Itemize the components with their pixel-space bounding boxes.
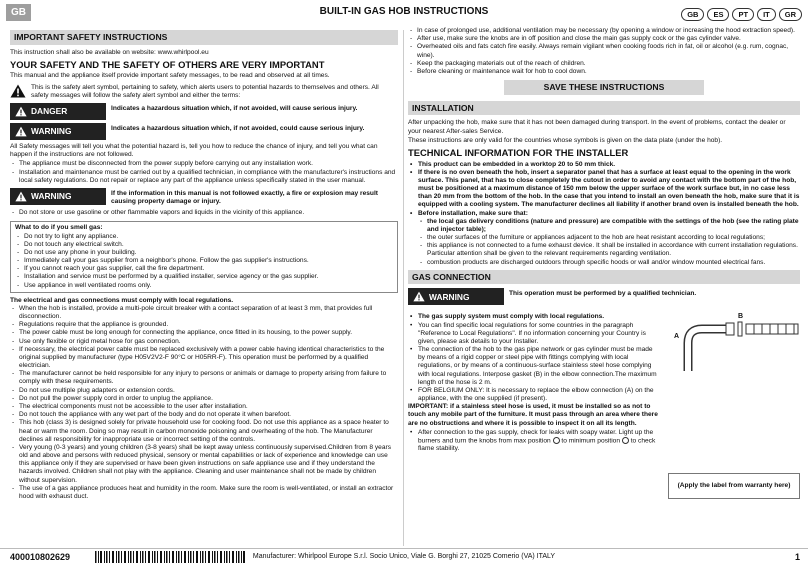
gas-connection-body: [408, 313, 800, 490]
usage-list: [408, 27, 800, 76]
list-item: - After use, make sure the knobs are in off position and close the main gas supply cock or the gas cylinder valve.: [408, 35, 800, 43]
flame-max-icon: [553, 437, 560, 444]
warning2-row: [10, 188, 398, 206]
list-item: - Immediately call your gas supplier from a neighbor's phone. Follow the gas supplier's instructions.: [15, 257, 393, 265]
warning-triangle-icon: [15, 126, 27, 137]
language-pill: GB: [681, 8, 704, 21]
preliminary-list: [10, 160, 398, 185]
list-item: [408, 429, 660, 454]
warning-triangle-icon: [10, 84, 26, 98]
list-item: - This hob (class 3) is designed solely for private household use for cooking food. Do not use this appliance as a space heater to heat or warm the room. Doing so may result in carbon monoxide poisoning and overheating of the hob. The Manufacturer declines all responsibility for inappropriate use or incorrect setting of the controls.: [10, 419, 398, 444]
list-item: - Do not use multiple plug adapters or extension cords.: [10, 387, 398, 395]
language-pill: GR: [779, 8, 802, 21]
gas-connection-figure: [666, 313, 800, 490]
language-pill: PT: [732, 8, 754, 21]
list-item: - Before cleaning or maintenance wait for hob to cool down.: [408, 68, 800, 76]
symbol-text: This is the safety alert symbol, pertaining to safety, which alerts users to potential hazards to themselves and others. All safety messages will follow the safety alert symbol and either the terms:: [31, 83, 379, 99]
list-item: - The electrical components must not be accessible to the user after installation.: [10, 403, 398, 411]
list-item: - the outer surfaces of the furniture or appliances adjacent to the hob are heat resistant according to local regulations;: [418, 234, 800, 242]
all-messages-text: All Safety messages will tell you what the potential hazard is, tell you how to reduce the chance of injury, and tell you what can happen if the instructions are not followed.: [10, 143, 378, 159]
list-item: - The power cable must be long enough for connecting the appliance, once fitted in its housing, to the power supply.: [10, 329, 398, 337]
list-item: - Use appliance in well ventilated rooms only.: [15, 282, 393, 290]
warning-label: [10, 188, 106, 205]
safety-heading: YOUR SAFETY AND THE SAFETY OF OTHERS ARE VERY IMPORTANT: [10, 58, 325, 70]
warning-label-text: WARNING: [31, 191, 72, 202]
section-title-gas-connection: GAS CONNECTION: [408, 270, 800, 285]
figure-label-a: A: [674, 333, 680, 341]
list-item: - combustion products are discharged outdoors through specific hoods or wall and/or window mounted electrical fans.: [418, 259, 800, 267]
list-item: - If necessary, the electrical power cable must be replaced exclusively with a power cable having identical characteristics to the original supplied by manufacturer (type H05V2V2-F 90°C or H05RR-F). This operation must be performed by a qualified electrician.: [10, 346, 398, 371]
product-code: 400010802629: [10, 552, 71, 562]
list-item: - If you cannot reach your gas supplier, call the fire department.: [15, 265, 393, 273]
warranty-label-area: (Apply the label from warranty here): [668, 473, 800, 499]
gas-list: [408, 313, 660, 403]
list-item: - The use of a gas appliance produces heat and humidity in the room. Make sure the room is well-ventilated, or install an extractor hood with exhaust duct.: [10, 485, 398, 501]
warning-label: [10, 123, 106, 140]
danger-text: Indicates a hazardous situation which, if not avoided, will cause serious injury.: [111, 105, 358, 112]
danger-label: [10, 103, 106, 120]
list-item: • If there is no oven beneath the hob, insert a separator panel that has a surface at least equal to the opening in the work surface. This panel, that has to close completely the cutout in order to avoid any contact with the bottom part of the hob, must be positioned at a maximum distance of 150 mm below the upper surface of the work surface but, in no case less than 20 mm from the bottom of the hob. In the case that you intend to install an oven beneath the hob, make sure that it is equipped with a cooling system. The manufacturer declines all liability if another brand oven is installed beneath the hob.: [408, 169, 800, 210]
smell-gas-title: What to do if you smell gas:: [15, 224, 103, 232]
warning-label: [408, 288, 504, 305]
list-item: - Do not use any phone in your building.: [15, 249, 393, 257]
left-column: [10, 30, 398, 501]
list-item: - The manufacturer cannot be held responsible for any injury to persons or animals or damage to property arising from failure to comply with these requirements.: [10, 370, 398, 386]
list-item: - When the hob is installed, provide a multi-pole circuit breaker with a contact separation of at least 3 mm, that provides full disconnection.: [10, 305, 398, 321]
list-item-text: Before installation, make sure that:: [418, 209, 528, 217]
gas-connection-text: [408, 313, 660, 453]
list-item: - Use only flexible or rigid metal hose for gas connection.: [10, 338, 398, 346]
right-column: [408, 27, 800, 490]
list-item: - Do not pull the power supply cord in order to unplug the appliance.: [10, 395, 398, 403]
list-item: - Keep the packaging materials out of the reach of children.: [408, 60, 800, 68]
warning-triangle-icon: [413, 291, 425, 302]
list-item: - the local gas delivery conditions (nature and pressure) are compatible with the settings of the hob (see the rating plate and injector table);: [418, 218, 800, 234]
list-item: - Do not touch any electrical switch.: [15, 241, 393, 249]
figure-label-b: B: [738, 313, 744, 321]
warning-label-text: WARNING: [429, 291, 470, 302]
important-note: IMPORTANT: if a stainless steel hose is used, it must be installed so as not to touch any mobile part of the furniture. It must pass through an area where there are no obstructions and where it is possible to inspect it on all its length.: [408, 403, 658, 427]
installation-text-2: These instructions are only valid for the countries whose symbols is given on the data plate (under the hob).: [408, 136, 723, 144]
gasoline-list: [10, 209, 398, 217]
flame-min-icon: [622, 437, 629, 444]
danger-row: [10, 103, 398, 120]
intro-text: This manual and the appliance itself provide important safety messages, to be read and observed at all times.: [10, 72, 330, 80]
technical-sublist: [408, 218, 800, 267]
list-item: - Do not store or use gasoline or other flammable vapors and liquids in the vicinity of this appliance.: [10, 209, 398, 217]
list-item: - In case of prolonged use, additional ventilation may be necessary (by opening a window or increasing the hood extraction speed).: [408, 27, 800, 35]
list-item: • You can find specific local regulations for some countries in the paragraph "Reference to Local Regulations". If no information concerning your Country is given, please ask details to your Installer.: [408, 322, 660, 347]
installation-text: After unpacking the hob, make sure that it has not been damaged during transport. In the event of problems, contact the dealer or your nearest After-sales Service.: [408, 119, 786, 135]
language-list: [681, 8, 802, 21]
document-title: BUILT-IN GAS HOB INSTRUCTIONS: [319, 6, 489, 17]
gas-warning-text: This operation must be performed by a qualified technician.: [509, 290, 697, 298]
manufacturer-line: Manufacturer: Whirlpool Europe S.r.l. Socio Unico, Viale G. Borghi 27, 21025 Comerio (VA) ITALY: [252, 553, 556, 560]
page-number: 1: [794, 552, 800, 562]
language-badge: GB: [6, 4, 31, 21]
smell-gas-box: [10, 221, 398, 292]
after-text-3: to check flame stability.: [418, 437, 656, 453]
list-item: - Do not try to light any appliance.: [15, 233, 393, 241]
list-item: - Installation and service must be performed by a qualified installer, service agency or the gas supplier.: [15, 273, 393, 281]
after-connection-list: [408, 429, 660, 454]
list-item: - Installation and maintenance must be carried out by a qualified technician, in compliance with the manufacturer's instructions and local safety regulations. Do not repair or replace any part of the appliance unless specifically stated in the user manual.: [10, 169, 398, 185]
list-item: • The connection of the hob to the gas pipe network or gas cylinder must be made by means of a rigid copper or steel pipe with fittings complying with local regulations, or by means of a continuous-surface stainless steel hose complying with local regulations. Interpose gasket (B) in the elbow connection.The maximum length of the hose is 2 m.: [408, 346, 660, 387]
footer-divider: [0, 548, 808, 549]
danger-label-text: DANGER: [31, 106, 68, 117]
list-item: - this appliance is not connected to a fume exhaust device. It shall be installed in accordance with current installation regulations. Particular attention shall be given to the relevant requirements regarding ventilation.: [418, 242, 800, 258]
list-item: • FOR BELGIUM ONLY: It is necessary to replace the elbow connection (A) on the appliance, with the one supplied (if present).: [408, 387, 660, 403]
list-item: - The appliance must be disconnected from the power supply before carrying out any installation work.: [10, 160, 398, 168]
warning2-text: If the information in this manual is not followed exactly, a fire or explosion may result causing property damage or injury.: [111, 189, 378, 206]
save-instructions-title: SAVE THESE INSTRUCTIONS: [504, 80, 704, 95]
header-bar: [0, 0, 808, 25]
website-line: This instruction shall also be available on website: www.whirlpool.eu: [10, 48, 209, 56]
language-pill: IT: [757, 8, 776, 21]
gas-warning-row: [408, 288, 800, 305]
warning-triangle-icon: [15, 191, 27, 202]
language-pill: ES: [707, 8, 729, 21]
column-divider: [403, 30, 404, 546]
list-item: [408, 210, 800, 218]
after-text-2: to minimum position: [561, 437, 621, 445]
warning-row: [10, 123, 398, 140]
list-item: - Regulations require that the appliance is grounded.: [10, 321, 398, 329]
elbow-connection-diagram: [666, 313, 800, 375]
warning-label-text: WARNING: [31, 126, 72, 137]
section-title-installation: INSTALLATION: [408, 101, 800, 116]
list-item: • This product can be embedded in a worktop 20 to 50 mm thick.: [408, 161, 800, 169]
electrical-list: [10, 305, 398, 501]
list-item: - Do not touch the appliance with any wet part of the body and do not operate it when barefoot.: [10, 411, 398, 419]
after-text-1: After connection to the gas supply, check for leaks with soapy water. Light up the burners and turn the knobs from max position: [418, 428, 654, 445]
list-item: • The gas supply system must comply with local regulations.: [408, 313, 660, 321]
technical-heading: TECHNICAL INFORMATION FOR THE INSTALLER: [408, 146, 629, 158]
warning-text: Indicates a hazardous situation which, if not avoided, could cause serious injury.: [111, 125, 365, 132]
list-item: - Very young (0-3 years) and young children (3-8 years) shall be kept away unless continuously supervised.Children from 8 years old and above and persons with reduced physical, sensory or mental capabilities or lack of experience and knowledge can use this appliance only if they are supervised or have been given instructions on safe appliance use and if they understand the hazards involved. Children shall not play with the appliance. Cleaning and user maintenance shall not be made by children without supervision.: [10, 444, 398, 485]
warning-triangle-icon: [15, 106, 27, 117]
smell-gas-list: [15, 233, 393, 290]
safety-symbol-row: [10, 84, 398, 100]
technical-list: [408, 161, 800, 218]
section-title-safety: IMPORTANT SAFETY INSTRUCTIONS: [10, 30, 398, 45]
electrical-title: The electrical and gas connections must comply with local regulations.: [10, 296, 234, 304]
list-item: - Overheated oils and fats catch fire easily. Always remain vigilant when cooking foods rich in fat, oil or alcohol (e.g. rum, cognac, wine).: [408, 43, 800, 59]
